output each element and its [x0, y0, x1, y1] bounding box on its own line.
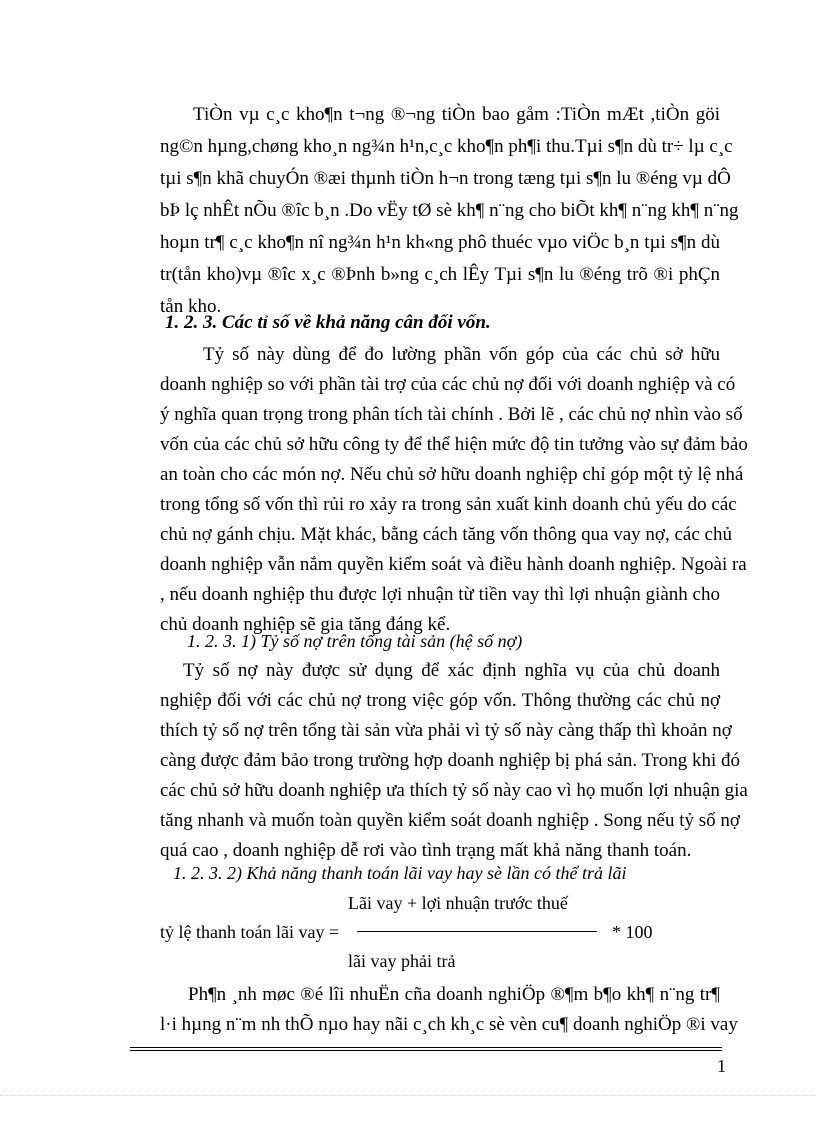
formula-denominator: lãi vay phải trả [348, 951, 456, 971]
page-number: 1 [717, 1056, 726, 1076]
subsection-heading: 1. 2. 3. 1) Tỷ số nợ trên tổng tài sản (hệ số nợ) [187, 631, 523, 651]
subsection-heading: 1. 2. 3. 2) Khả năng thanh toán lãi vay hay sè lần có thể trả lãi [173, 863, 627, 883]
paragraph-3-line: tăng nhanh và muốn toàn quyền kiểm soát doanh nghiệp . Song nếu tỷ số nợ [160, 810, 740, 831]
paragraph-1-line: hoµn tr¶ c¸c kho¶n nî ng¾n h¹n kh«ng phô thuéc vµo viÖc b¸n tµi s¶n dù [160, 232, 720, 253]
paragraph-1-line: ng©n hµng,chøng kho¸n ng¾n h¹n,c¸c kho¶n ph¶i thu.Tµi s¶n dù tr÷ lµ c¸c [160, 136, 733, 157]
paragraph-2-line: , nếu doanh nghiệp thu được lợi nhuận từ tiền vay thì lợi nhuận giành cho [160, 584, 720, 605]
formula-numerator: Lãi vay + lợi nhuận trước thuế [348, 893, 568, 913]
paragraph-3-line: nghiệp đối với các chủ nợ trong việc góp vốn. Thông thường các chủ nợ [160, 690, 720, 711]
paragraph-1-line: TiÒn vµ c¸c kho¶n t¬ng ®¬ng tiÒn bao gåm :TiÒn mÆt ,tiÒn göi [193, 104, 720, 125]
paragraph-3-line: thích tỷ số nợ trên tổng tài sản vừa phải vì tỷ số này càng thấp thì khoản nợ [160, 720, 732, 741]
paragraph-3-line: các chủ sở hữu doanh nghiệp ưa thích tỷ số này cao vì họ muốn lợi nhuận gia [160, 780, 748, 801]
formula-label: tỷ lệ thanh toán lãi vay = [160, 922, 340, 942]
paragraph-3-line: càng được đảm bảo trong trường hợp doanh nghiệp bị phá sản. Trong khi đó [160, 750, 741, 771]
paragraph-2-line: doanh nghiệp vẫn nắm quyền kiểm soát và điều hành doanh nghiệp. Ngoài ra [160, 554, 747, 575]
paragraph-1-line: bÞ lç nhÊt nÕu ®îc b¸n .Do vËy tØ sè kh¶ n¨ng cho biÕt kh¶ n¨ng kh¶ n¨ng [160, 200, 739, 221]
fraction-bar [357, 931, 597, 932]
paragraph-3-line: quá cao , doanh nghiệp dễ rơi vào tình trạng mất khả năng thanh toán. [160, 840, 692, 861]
paragraph-4-line: l·i hµng n¨m nh thÕ nµo hay nãi c¸ch kh¸c sè vèn cu¶ doanh nghiÖp ®i vay [160, 1014, 738, 1035]
paragraph-3-line: Tỷ số nợ này được sử dụng để xác định nghĩa vụ của chủ doanh [183, 660, 720, 681]
paragraph-1-line: tr(tån kho)vµ ®îc x¸c ®Þnh b»ng c¸ch lÊy Tµi s¶n lu ®éng trõ ®i phÇn [160, 264, 720, 285]
paragraph-2-line: an toàn cho các món nợ. Nếu chủ sở hữu doanh nghiệp chỉ góp một tỷ lệ nhá [160, 464, 744, 485]
paragraph-1-line: tµi s¶n khã chuyÓn ®æi thµnh tiÒn h¬n trong tæng tµi s¶n lu ®éng vµ dÔ [160, 168, 731, 189]
paragraph-2-line: chủ doanh nghiệp sẽ gia tăng đáng kể. [160, 614, 451, 635]
formula-multiplier: * 100 [612, 922, 653, 942]
paragraph-2-line: trong tổng số vốn thì rủi ro xảy ra trong sản xuất kinh doanh chủ yếu do các [160, 494, 737, 515]
paragraph-2-line: doanh nghiệp so với phần tài trợ của các chủ nợ đối với doanh nghiệp và có [160, 374, 736, 395]
paragraph-2-line: vốn của các chủ sở hữu công ty để thể hiện mức độ tin tưởng vào sự đảm bảo [160, 434, 748, 455]
footer-rule-top [130, 1047, 722, 1048]
paragraph-4-line: Ph¶n ¸nh møc ®é lîi nhuËn cña doanh nghiÖp ®¶m b¶o kh¶ n¨ng tr¶ [188, 984, 720, 1005]
paragraph-2-line: Tỷ số này dùng để đo lường phần vốn góp của các chủ sở hữu [203, 344, 720, 365]
paragraph-2-line: ý nghĩa quan trọng trong phân tích tài chính . Bởi lẽ , các chủ nợ nhìn vào số [160, 404, 743, 425]
section-heading: 1. 2. 3. Các tỉ số về khả năng cân đối vốn. [165, 312, 491, 333]
footer-rule-bottom [130, 1050, 722, 1051]
page-break-divider [0, 1095, 816, 1096]
paragraph-2-line: chủ nợ gánh chịu. Mặt khác, bằng cách tăng vốn thông qua vay nợ, các chủ [160, 524, 732, 545]
paragraph-1-line: tån kho. [160, 296, 222, 317]
